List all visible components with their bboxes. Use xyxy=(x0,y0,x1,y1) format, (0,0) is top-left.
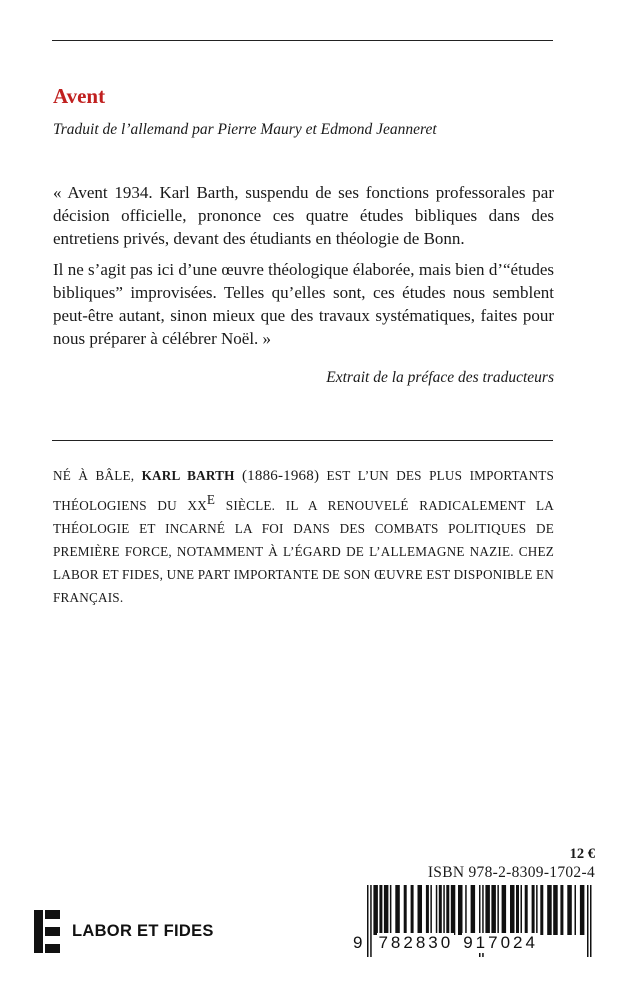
middle-divider xyxy=(52,440,553,441)
bio-superscript: E xyxy=(206,492,216,507)
author-bio xyxy=(53,464,554,609)
bio-text-b: SIÈCLE. IL A RENOUVELÉ RADICALEMENT LA THÉOLOGIE ET INCARNÉ LA FOI DANS DES COMBATS POLITIQUES DE PREMIÈRE FORCE, NOTAMMENT À L’ÉGARD DE L’ALLEMAGNE NAZIE. CHEZ LABOR ET FIDES, UNE PART IMPORTANTE DE SON ŒUVRE EST DISPONIBLE EN FRANÇAIS. xyxy=(53,498,555,605)
price: 12 € xyxy=(569,846,595,862)
barcode-digit-group: 917024 xyxy=(463,933,538,952)
barcode-digit-group: 782830 xyxy=(378,933,454,952)
publisher-name: LABOR ET FIDES xyxy=(72,922,214,940)
translators-credit: Traduit de l’allemand par Pierre Maury et Edmond Jeanneret xyxy=(53,121,437,138)
barcode-digit-group: 9 xyxy=(353,933,363,952)
author-dates: (1886-1968) xyxy=(241,468,320,484)
book-title: Avent xyxy=(53,84,106,108)
quote-paragraph-1: « Avent 1934. Karl Barth, suspendu de ses fonctions professorales par décision officielle, prononce ces quatre études bibliques dans des entretiens privés, devant des étudiants en théologie de Bonn. xyxy=(53,183,554,248)
bio-lead: NÉ À BÂLE, xyxy=(53,468,135,483)
author-name: KARL BARTH xyxy=(141,468,235,483)
bio-text-a: EST L’UN DES PLUS IMPORTANTS THÉOLOGIENS DU XX xyxy=(53,468,554,513)
quote-paragraph-2: Il ne s’agit pas ici d’une œuvre théologique élaborée, mais bien d’“études bibliques” improvisées. Telles qu’elles sont, ces études nous semblent peut-être autant, sinon mieux que des travaux systématiques, faites pour nous préparer à célébrer Noël. » xyxy=(53,260,554,348)
isbn: ISBN 978-2-8309-1702-4 xyxy=(427,864,595,881)
labor-et-fides-logo-icon xyxy=(34,910,60,953)
publisher xyxy=(34,910,214,953)
top-divider xyxy=(52,40,553,41)
barcode-digits xyxy=(352,933,596,953)
quote-source: Extrait de la préface des traducteurs xyxy=(326,369,554,386)
